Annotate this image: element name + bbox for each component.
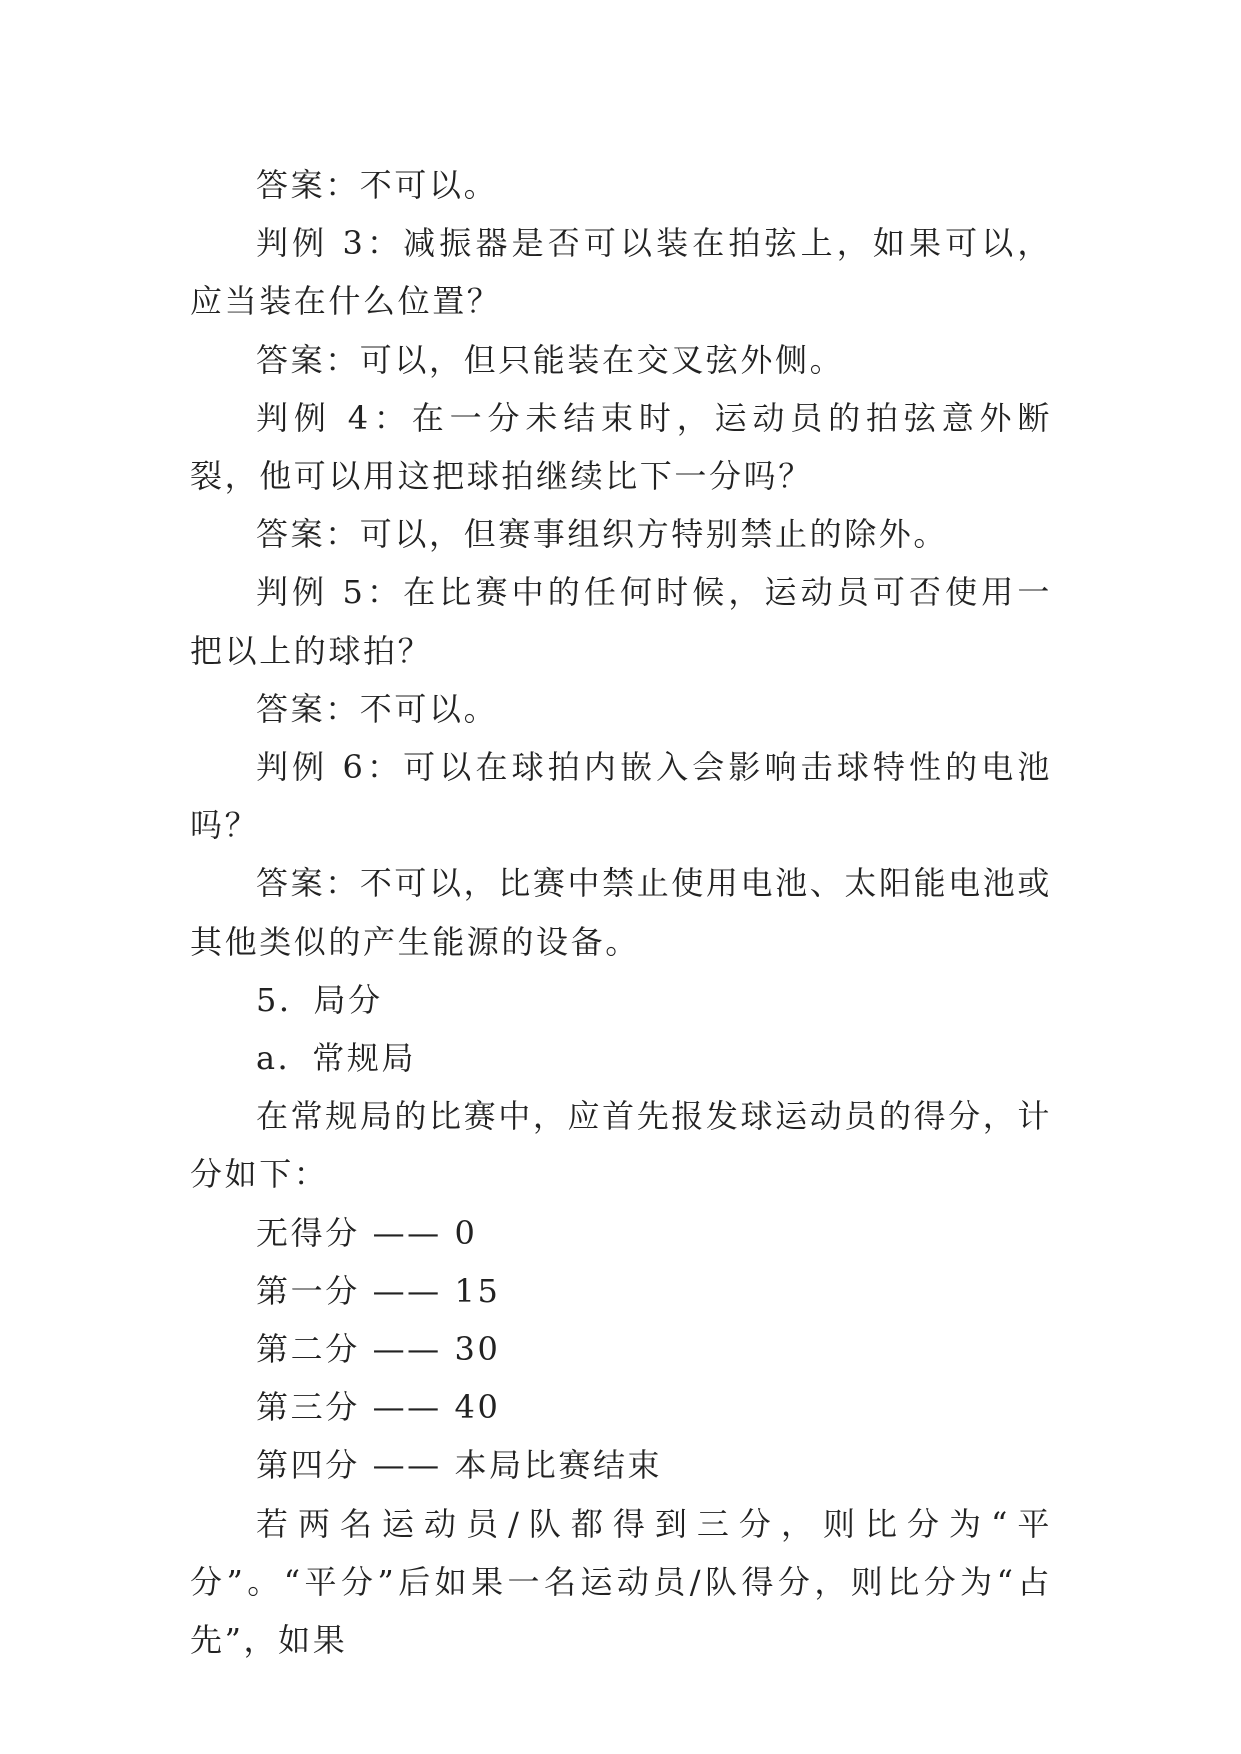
body-paragraph: 在常规局的比赛中，应首先报发球运动员的得分，计分如下： xyxy=(190,1097,1052,1194)
score-line: 第四分 —— 本局比赛结束 xyxy=(256,1446,663,1485)
answer-paragraph: 答案：可以，但只能装在交叉弦外侧。 xyxy=(256,340,845,379)
answer-paragraph: 答案：可以，但赛事组织方特别禁止的除外。 xyxy=(256,515,949,554)
answer-paragraph: 答案：不可以，比赛中禁止使用电池、太阳能电池或其他类似的产生能源的设备。 xyxy=(190,864,1052,961)
document-body xyxy=(190,156,1052,1669)
case-question-paragraph: 判例 4：在一分未结束时，运动员的拍弦意外断裂，他可以用这把球拍继续比下一分吗？ xyxy=(190,398,1052,496)
score-line: 第二分 —— 30 xyxy=(256,1330,501,1369)
case-question-paragraph: 判例 6：可以在球拍内嵌入会影响击球特性的电池吗？ xyxy=(190,748,1052,845)
answer-paragraph: 答案：不可以。 xyxy=(256,689,499,728)
score-line: 第一分 —— 15 xyxy=(256,1271,501,1310)
score-line: 无得分 —— 0 xyxy=(256,1213,478,1252)
section-heading: 5．局分 xyxy=(256,980,383,1019)
answer-paragraph: 答案：不可以。 xyxy=(256,166,499,204)
case-question-paragraph: 判例 5：在比赛中的任何时候，运动员可否使用一把以上的球拍？ xyxy=(190,573,1052,670)
case-question-paragraph: 判例 3：减振器是否可以装在拍弦上，如果可以，应当装在什么位置？ xyxy=(190,224,1052,321)
subsection-heading: a．常规局 xyxy=(256,1039,417,1078)
score-line: 第三分 —— 40 xyxy=(256,1388,501,1427)
body-paragraph: 若两名运动员/队都得到三分，则比分为“平分”。“平分”后如果一名运动员/队得分，则比分为“占先”，如果 xyxy=(190,1504,1052,1660)
